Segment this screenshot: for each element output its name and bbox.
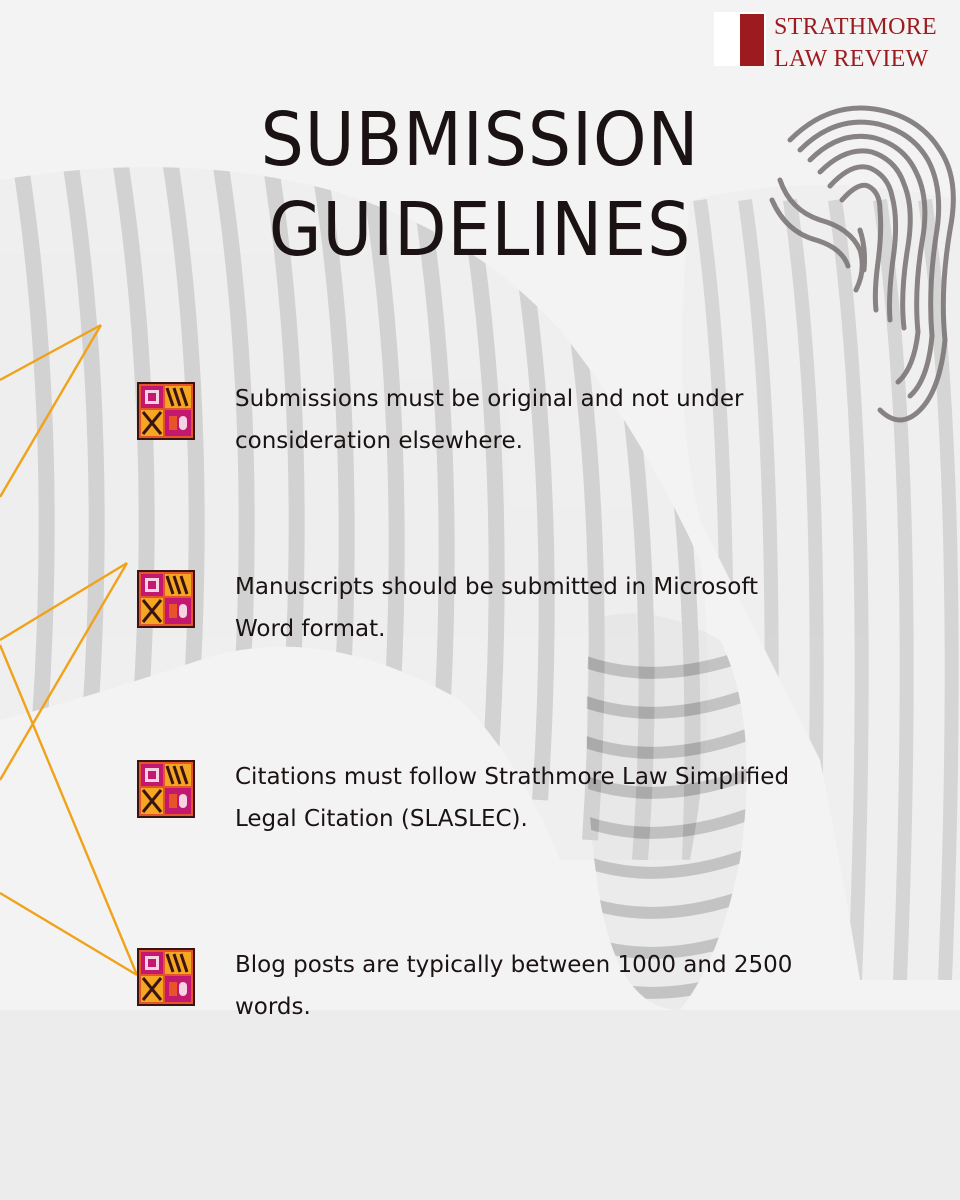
guideline-text-line1: Citations must follow Strathmore Law Simplified	[235, 764, 790, 790]
kente-pattern-icon	[137, 948, 195, 1006]
publisher-logo	[714, 12, 954, 78]
guideline-text-line1: Manuscripts should be submitted in Microsoft	[235, 574, 759, 600]
guideline-text	[235, 944, 835, 1028]
guideline-text	[235, 566, 835, 650]
guideline-item-citations	[137, 760, 857, 850]
kente-pattern-icon	[137, 570, 195, 628]
page-title-line2: GUIDELINES	[268, 187, 692, 273]
guideline-text	[235, 378, 835, 462]
guideline-text	[235, 756, 835, 840]
logo-text-line1: STRATHMORE	[774, 14, 938, 40]
guideline-text-line2: Legal Citation (SLASLEC).	[235, 806, 528, 832]
guideline-text-line2: consideration elsewhere.	[235, 428, 523, 454]
guideline-text-line2: Word format.	[235, 616, 386, 642]
guideline-item-format	[137, 570, 857, 660]
kente-pattern-icon	[137, 382, 195, 440]
guideline-text-line1: Submissions must be original and not under	[235, 386, 744, 412]
guideline-text-line1: Blog posts are typically between 1000 and 2500	[235, 952, 793, 978]
page-title-line1: SUBMISSION	[260, 97, 700, 183]
kente-pattern-icon	[137, 760, 195, 818]
logo-mark-bar	[740, 14, 764, 66]
guideline-item-originality	[137, 382, 857, 472]
guideline-item-length	[137, 948, 857, 1038]
logo-text-line2: LAW REVIEW	[774, 46, 929, 72]
guideline-text-line2: words.	[235, 994, 311, 1020]
